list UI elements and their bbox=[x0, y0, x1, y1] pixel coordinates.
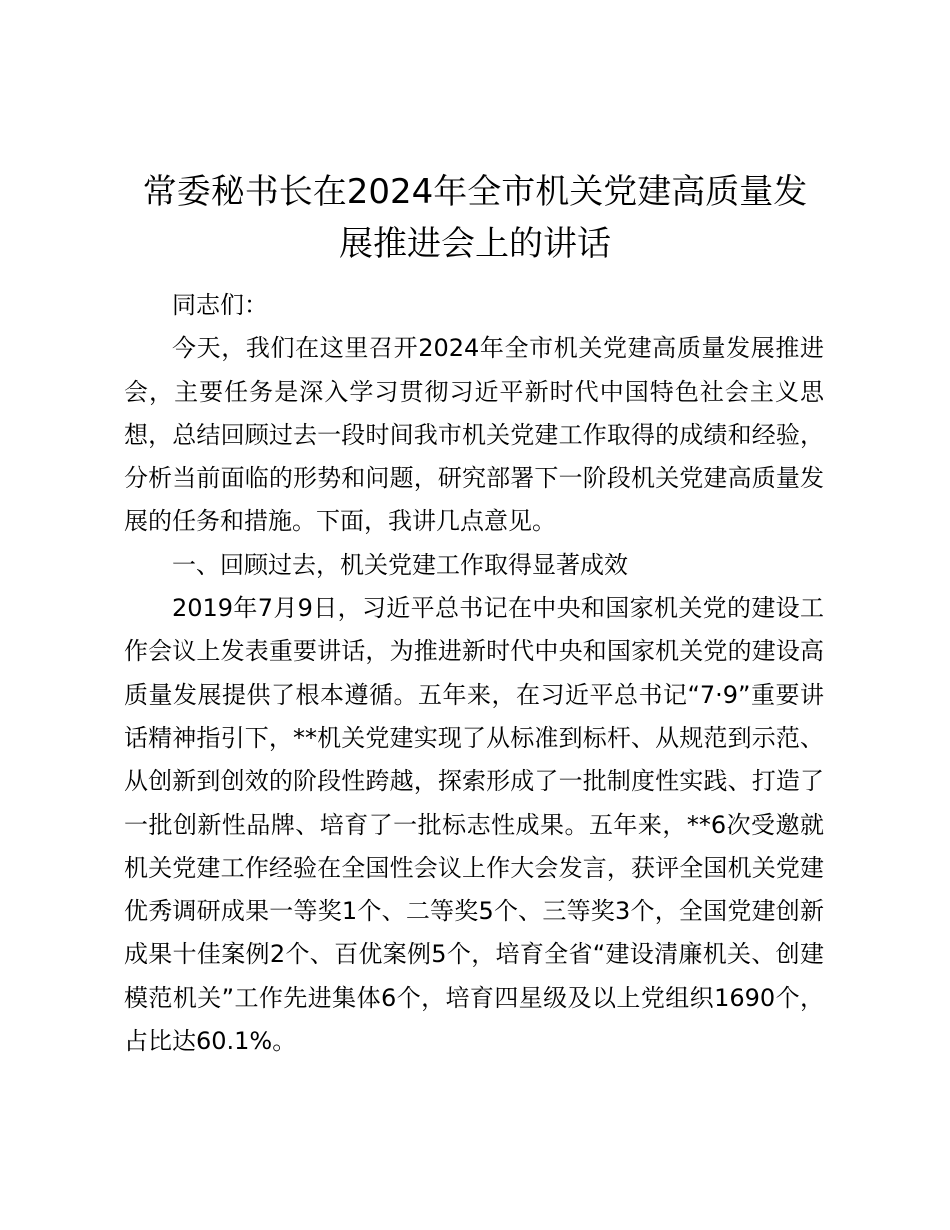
intro-paragraph: 今天，我们在这里召开2024年全市机关党建高质量发展推进会，主要任务是深入学习贯彻习近平新时代中国特色社会主义思想，总结回顾过去一段时间我市机关党建工作取得的成绩和经验，分析当前面临的形势和问题，研究部署下一阶段机关党建高质量发展的任务和措施。下面，我讲几点意见。 bbox=[124, 334, 824, 536]
section-1-paragraph: 2019年7月9日，习近平总书记在中央和国家机关党的建设工作会议上发表重要讲话，为推进新时代中央和国家机关党的建设高质量发展提供了根本遵循。五年来，在习近平总书记“7·9”重要讲话精神指引下，**机关党建实现了从标准到标杆、从规范到示范、从创新到创效的阶段性跨越，探索形成了一批制度性实践、打造了一批创新性品牌、培育了一批标志性成果。五年来，**6次受邀就机关党建工作经验在全国性会议上作大会发言，获评全国机关党建优秀调研成果一等奖1个、二等奖5个、三等奖3个，全国党建创新成果十佳案例2个、百优案例5个，培育全省“建设清廉机关、创建模范机关”工作先进集体6个，培育四星级及以上党组织1690个，占比达60.1%。 bbox=[124, 594, 824, 1056]
salutation: 同志们： bbox=[172, 291, 268, 319]
document-title bbox=[120, 166, 830, 270]
document-body bbox=[124, 284, 824, 1063]
title-line-2: 展推进会上的讲话 bbox=[339, 224, 611, 264]
section-heading-1: 一、回顾过去，机关党建工作取得显著成效 bbox=[172, 550, 628, 579]
title-line-1: 常委秘书长在2024年全市机关党建高质量发 bbox=[142, 172, 808, 212]
